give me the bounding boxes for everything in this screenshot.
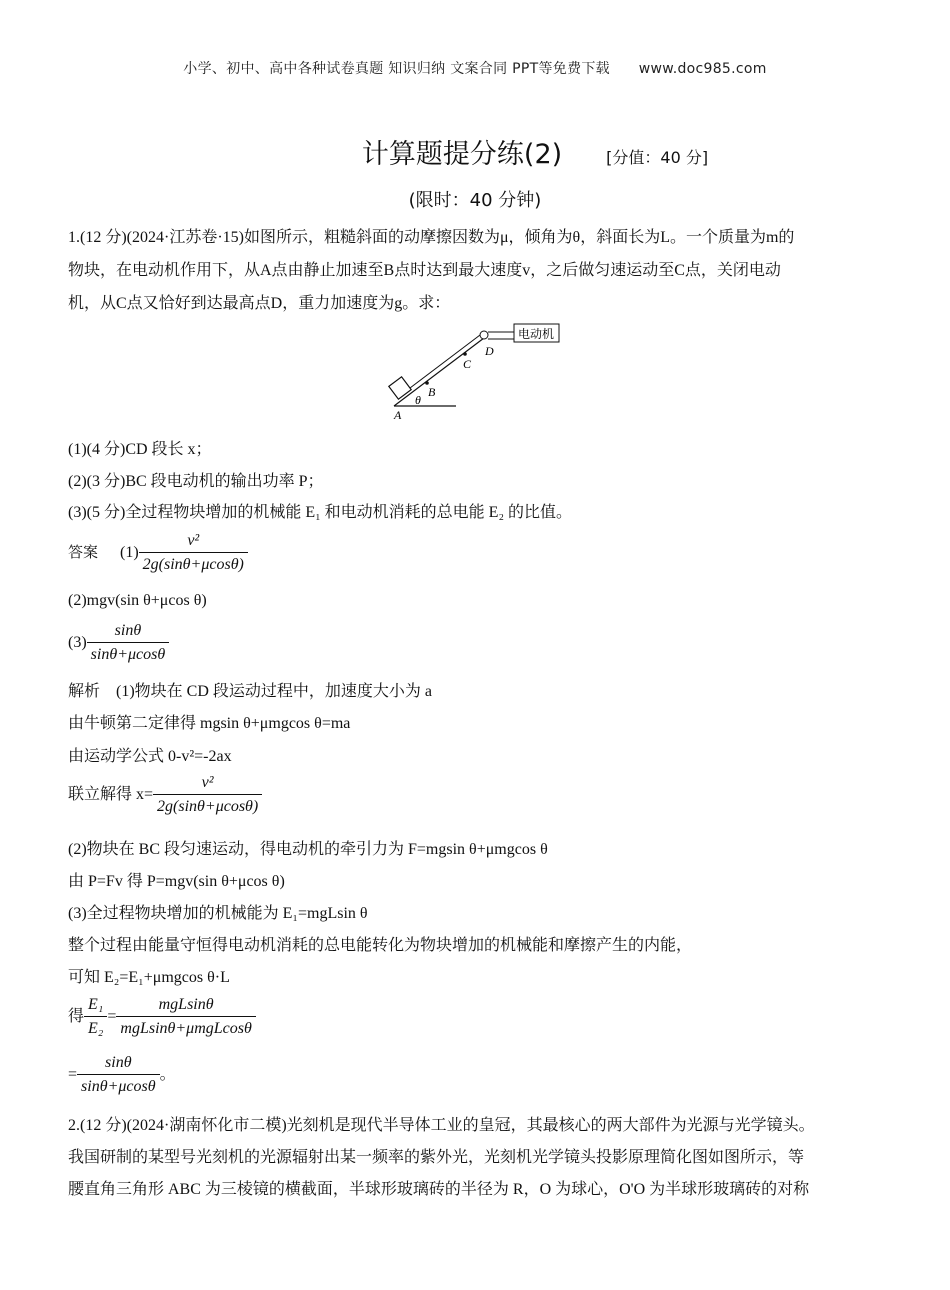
analysis-line-7: (3)全过程物块增加的机械能为 E₁=mgLsin θ: [68, 905, 368, 922]
analysis-4-fraction: [153, 772, 262, 819]
point-c: [463, 352, 467, 356]
q1-sub-3: (3)(5 分)全过程物块增加的机械能 E₁ 和电动机消耗的总电能 E₂ 的比值。: [68, 504, 573, 521]
q2-line-3: 腰直角三角形 ABC 为三棱镜的横截面，半球形玻璃砖的半径为 R，O 为球心，O'O 为半球形玻璃砖的对称: [68, 1181, 810, 1198]
pulley: [480, 331, 488, 339]
answer-1: [68, 530, 248, 577]
answer-3-den: sinθ+μcosθ: [90, 646, 166, 663]
analysis-4-den: 2g(sinθ+μcosθ): [157, 798, 259, 815]
header-text: 小学、初中、高中各种试卷真题 知识归纳 文案合同 PPT等免费下载: [183, 61, 610, 77]
analysis-line-2: 由牛顿第二定律得 mgsin θ+μmgcos θ=ma: [68, 715, 351, 732]
q1-line-3: 机，从C点又恰好到达最高点D，重力加速度为g。求：: [68, 295, 451, 312]
analysis-line-8: 整个过程由能量守恒得电动机消耗的总电能转化为物块增加的机械能和摩擦产生的内能，: [68, 937, 693, 954]
title-row: [0, 132, 950, 171]
analysis-10-den: mgLsinθ+μmgLcosθ: [120, 1020, 252, 1037]
analysis-11-fraction: [77, 1052, 160, 1099]
score-label: [分值：40 分]: [606, 148, 709, 167]
answer-3-prefix: (3): [68, 634, 87, 652]
time-limit: (限时：40 分钟): [408, 190, 542, 211]
analysis-line-11: [68, 1052, 176, 1099]
analysis-11-den: sinθ+μcosθ: [81, 1078, 156, 1095]
q1-line-2: 物块，在电动机作用下，从A点由静止加速至B点时达到最大速度v，之后做匀速运动至C点，关闭电动: [68, 262, 781, 279]
answer-1-den: 2g(sinθ+μcosθ): [142, 556, 244, 573]
analysis-11-num: sinθ: [77, 1052, 160, 1075]
analysis-11-suffix: 。: [159, 1066, 176, 1084]
motor-label: 电动机: [517, 327, 555, 341]
analysis-10-left-den: E₂: [88, 1020, 104, 1037]
answer-label: 答案: [68, 543, 99, 562]
answer-3-num: sinθ: [87, 620, 170, 643]
label-theta: θ: [415, 393, 421, 407]
analysis-line-4: [68, 772, 262, 819]
analysis-line-5: (2)物块在 BC 段匀速运动，得电动机的牵引力为 F=mgsin θ+μmgcos θ: [68, 841, 548, 858]
answer-1-num: v²: [139, 530, 248, 553]
analysis-line-9: 可知 E₂=E₁+μmgcos θ·L: [68, 969, 230, 986]
answer-2: (2)mgv(sin θ+μcos θ): [68, 592, 207, 609]
analysis-line-3: 由运动学公式 0-v²=-2ax: [68, 748, 232, 765]
analysis-10-left-num: E₁: [84, 994, 107, 1017]
q1-sub-2: (2)(3 分)BC 段电动机的输出功率 P；: [68, 473, 324, 490]
answer-1-fraction: [139, 530, 248, 577]
answer-1-prefix: (1): [120, 544, 139, 562]
analysis-10-prefix: 得: [68, 1008, 85, 1026]
page-title: 计算题提分练(2): [361, 139, 563, 170]
answer-3: [68, 620, 169, 667]
q2-line-1: 2.(12 分)(2024·湖南怀化市二模)光刻机是现代半导体工业的皇冠，其最核心的两大部件为光源与光学镜头。: [68, 1117, 815, 1134]
analysis-10-fraction: [116, 994, 255, 1041]
analysis-10-eq: =: [107, 1008, 117, 1026]
header-site-link[interactable]: www.doc985.com: [638, 61, 767, 77]
page-header: [0, 58, 950, 78]
q1-sub-1: (1)(4 分)CD 段长 x；: [68, 441, 212, 458]
analysis-4-prefix: 联立解得 x=: [68, 786, 154, 804]
incline-surface: [394, 338, 484, 406]
q2-line-2: 我国研制的某型号光刻机的光源辐射出某一频率的紫外光，光刻机光学镜头投影原理简化图如图所示，等: [68, 1149, 805, 1166]
analysis-line-6: 由 P=Fv 得 P=mgv(sin θ+μcos θ): [68, 873, 285, 890]
rope-line: [410, 332, 484, 388]
label-c: C: [463, 357, 472, 371]
analysis-10-num: mgLsinθ: [116, 994, 255, 1017]
analysis-line-10: [68, 994, 256, 1041]
label-a: A: [394, 408, 402, 422]
analysis-11-prefix: =: [68, 1066, 78, 1084]
analysis-4-num: v²: [153, 772, 262, 795]
analysis-line-1: 解析 (1)物块在 CD 段运动过程中，加速度大小为 a: [68, 683, 432, 700]
incline-figure: [380, 318, 580, 426]
label-d: D: [485, 344, 494, 358]
label-b: B: [428, 385, 436, 399]
q1-line-1: 1.(12 分)(2024·江苏卷·15)如图所示，粗糙斜面的动摩擦因数为μ，倾角为θ，斜面长为L。一个质量为m的: [68, 229, 795, 246]
analysis-10-left-fraction: [84, 994, 107, 1041]
answer-3-fraction: [87, 620, 170, 667]
